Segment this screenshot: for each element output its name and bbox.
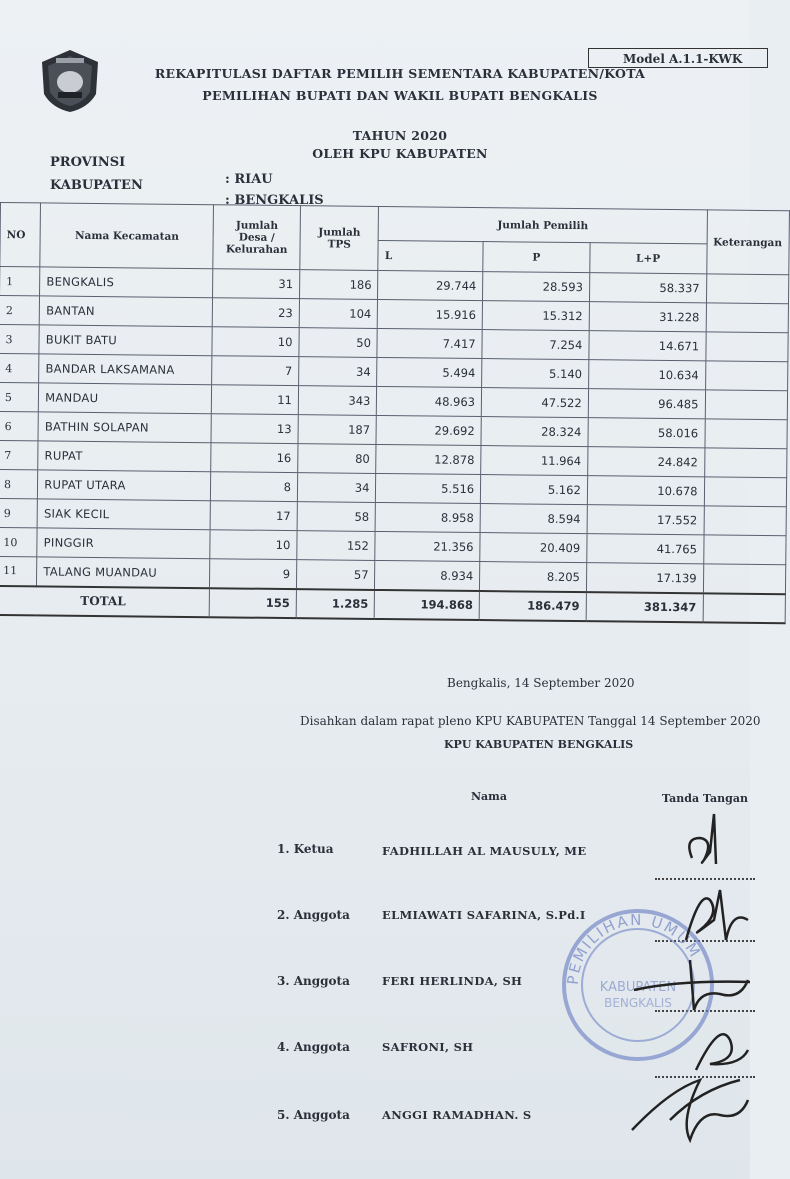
row-keterangan xyxy=(703,564,786,594)
row-lp: 24.842 xyxy=(587,447,704,477)
row-lp: 58.337 xyxy=(589,273,706,303)
row-lp: 17.139 xyxy=(586,563,703,593)
row-kecamatan: SIAK KECIL xyxy=(37,499,210,530)
row-l: 29.744 xyxy=(378,270,483,300)
row-l: 8.934 xyxy=(375,560,480,590)
signature-3-icon xyxy=(630,950,750,1020)
row-tps: 57 xyxy=(296,560,375,590)
signatory-2-name: ELMIAWATI SAFARINA, S.Pd.I xyxy=(382,908,586,922)
rekap-table-body xyxy=(0,267,789,594)
row-l: 8.958 xyxy=(376,502,481,532)
row-keterangan xyxy=(706,274,789,304)
row-kecamatan: PINGGIR xyxy=(37,528,210,559)
row-lp: 41.765 xyxy=(587,534,704,564)
row-lp: 96.485 xyxy=(588,389,705,419)
header-kecamatan: Nama Kecamatan xyxy=(40,203,214,269)
row-l: 15.916 xyxy=(378,299,483,329)
row-keterangan xyxy=(705,419,788,449)
total-p: 186.479 xyxy=(479,591,586,621)
row-tps: 80 xyxy=(298,444,377,474)
row-desa: 11 xyxy=(212,385,299,415)
provinsi-label: PROVINSI xyxy=(50,155,126,170)
header-l: L xyxy=(378,240,483,271)
row-no: 8 xyxy=(0,469,38,498)
header-p: P xyxy=(483,242,590,273)
kabupaten-value: : BENGKALIS xyxy=(225,193,324,208)
total-tps: 1.285 xyxy=(296,589,375,619)
row-l: 5.516 xyxy=(376,473,481,503)
provinsi-value: : RIAU xyxy=(225,172,273,187)
signature-1-icon xyxy=(680,808,740,878)
row-keterangan xyxy=(705,390,788,420)
row-tps: 58 xyxy=(297,502,376,532)
row-kecamatan: RUPAT UTARA xyxy=(38,470,211,501)
row-keterangan xyxy=(704,448,787,478)
signatory-3-role: 3. Anggota xyxy=(277,974,350,988)
signature-5-icon xyxy=(630,1060,750,1150)
signatory-4-name: SAFRONI, SH xyxy=(382,1040,474,1054)
ttd-header: Tanda Tangan xyxy=(662,792,748,805)
row-tps: 343 xyxy=(298,386,377,416)
row-desa: 8 xyxy=(211,472,298,502)
header-lp: L+P xyxy=(590,243,707,274)
kpu-name: KPU KABUPATEN BENGKALIS xyxy=(444,738,634,751)
row-p: 28.324 xyxy=(481,417,588,447)
row-p: 47.522 xyxy=(481,388,588,418)
row-no: 2 xyxy=(0,296,40,325)
row-tps: 187 xyxy=(298,415,377,445)
row-tps: 50 xyxy=(299,328,378,358)
row-no: 6 xyxy=(0,411,39,440)
row-desa: 23 xyxy=(213,298,300,328)
row-tps: 34 xyxy=(297,473,376,503)
row-no: 10 xyxy=(0,527,37,556)
row-l: 12.878 xyxy=(376,444,481,474)
row-lp: 10.678 xyxy=(587,476,704,506)
row-l: 29.692 xyxy=(376,415,481,445)
row-kecamatan: BATHIN SOLAPAN xyxy=(38,412,211,443)
row-desa: 31 xyxy=(213,269,300,299)
row-no: 11 xyxy=(0,556,37,585)
row-keterangan xyxy=(704,477,787,507)
place-date: Bengkalis, 14 September 2020 xyxy=(447,676,635,690)
doc-title-line1: REKAPITULASI DAFTAR PEMILIH SEMENTARA KABUPATEN/KOTA xyxy=(154,66,646,81)
total-label: TOTAL xyxy=(0,585,210,616)
row-no: 7 xyxy=(0,440,38,469)
row-p: 28.593 xyxy=(483,272,590,302)
row-p: 5.140 xyxy=(482,359,589,389)
row-p: 8.594 xyxy=(480,504,587,534)
total-lp: 381.347 xyxy=(586,592,703,622)
header-jumlah-pemilih: Jumlah Pemilih xyxy=(379,206,707,243)
row-p: 11.964 xyxy=(481,446,588,476)
row-p: 8.205 xyxy=(480,562,587,592)
doc-title-line4: OLEH KPU KABUPATEN xyxy=(312,146,488,161)
signatory-2-role: 2. Anggota xyxy=(277,908,350,922)
row-keterangan xyxy=(703,535,786,565)
row-no: 5 xyxy=(0,382,39,411)
signatory-5-role: 5. Anggota xyxy=(277,1108,350,1122)
row-no: 9 xyxy=(0,498,38,527)
row-desa: 9 xyxy=(210,559,297,589)
row-keterangan xyxy=(705,361,788,391)
row-l: 21.356 xyxy=(375,531,480,561)
row-tps: 152 xyxy=(297,531,376,561)
header-keterangan: Keterangan xyxy=(706,210,789,275)
svg-text:PEMILIHAN UMUM: PEMILIHAN UMUM xyxy=(563,910,705,986)
row-l: 48.963 xyxy=(377,386,482,416)
total-desa: 155 xyxy=(210,588,297,618)
total-l: 194.868 xyxy=(375,589,480,619)
row-no: 4 xyxy=(0,353,39,382)
header-no: NO xyxy=(0,203,41,267)
row-no: 1 xyxy=(0,267,40,296)
row-desa: 16 xyxy=(211,443,298,473)
row-tps: 34 xyxy=(299,357,378,387)
row-lp: 10.634 xyxy=(588,360,705,390)
header-desa: Jumlah Desa / Kelurahan xyxy=(213,205,300,270)
model-code-box: Model A.1.1-KWK xyxy=(588,48,768,68)
row-keterangan xyxy=(705,332,788,362)
signatory-1-role: 1. Ketua xyxy=(277,842,334,856)
row-kecamatan: TALANG MUANDAU xyxy=(37,557,210,588)
row-desa: 13 xyxy=(211,414,298,444)
header-tps: Jumlah TPS xyxy=(300,206,379,271)
row-p: 20.409 xyxy=(480,533,587,563)
svg-text:KABUPATEN: KABUPATEN xyxy=(599,980,677,995)
doc-title-line3: TAHUN 2020 xyxy=(352,128,448,143)
signatory-5-name: ANGGI RAMADHAN. S xyxy=(382,1108,532,1122)
row-lp: 31.228 xyxy=(589,302,706,332)
signatory-3-name: FERI HERLINDA, SH xyxy=(382,974,523,988)
row-p: 5.162 xyxy=(480,475,587,505)
row-desa: 17 xyxy=(210,501,297,531)
row-lp: 58.016 xyxy=(588,418,705,448)
row-desa: 10 xyxy=(212,327,299,357)
row-kecamatan: BANTAN xyxy=(39,296,212,327)
row-desa: 7 xyxy=(212,356,299,386)
row-keterangan xyxy=(704,506,787,536)
row-p: 15.312 xyxy=(482,301,589,331)
kabupaten-label: KABUPATEN xyxy=(50,178,143,193)
row-no: 3 xyxy=(0,324,39,353)
nama-header: Nama xyxy=(471,790,507,803)
signature-2-icon xyxy=(680,880,750,950)
row-kecamatan: BANDAR LAKSAMANA xyxy=(39,354,212,385)
row-p: 7.254 xyxy=(482,330,589,360)
pleno-statement: Disahkan dalam rapat pleno KPU KABUPATEN Tanggal 14 September 2020 xyxy=(300,714,761,728)
row-desa: 10 xyxy=(210,530,297,560)
row-lp: 17.552 xyxy=(587,505,704,535)
row-kecamatan: BENGKALIS xyxy=(40,267,213,298)
row-tps: 104 xyxy=(299,299,378,329)
row-lp: 14.671 xyxy=(589,331,706,361)
row-kecamatan: RUPAT xyxy=(38,441,211,472)
row-kecamatan: MANDAU xyxy=(39,383,212,414)
row-l: 5.494 xyxy=(377,357,482,387)
kpu-logo-icon xyxy=(38,48,102,114)
row-tps: 186 xyxy=(299,270,378,300)
svg-text:BENGKALIS: BENGKALIS xyxy=(604,996,672,1010)
doc-title-line2: PEMILIHAN BUPATI DAN WAKIL BUPATI BENGKALIS xyxy=(202,88,598,103)
row-kecamatan: BUKIT BATU xyxy=(39,325,212,356)
rekap-table xyxy=(0,202,790,624)
row-l: 7.417 xyxy=(377,328,482,358)
signatory-1-name: FADHILLAH AL MAUSULY, ME xyxy=(382,844,587,858)
total-keterangan xyxy=(703,593,786,623)
signatory-4-role: 4. Anggota xyxy=(277,1040,350,1054)
row-keterangan xyxy=(706,303,789,333)
